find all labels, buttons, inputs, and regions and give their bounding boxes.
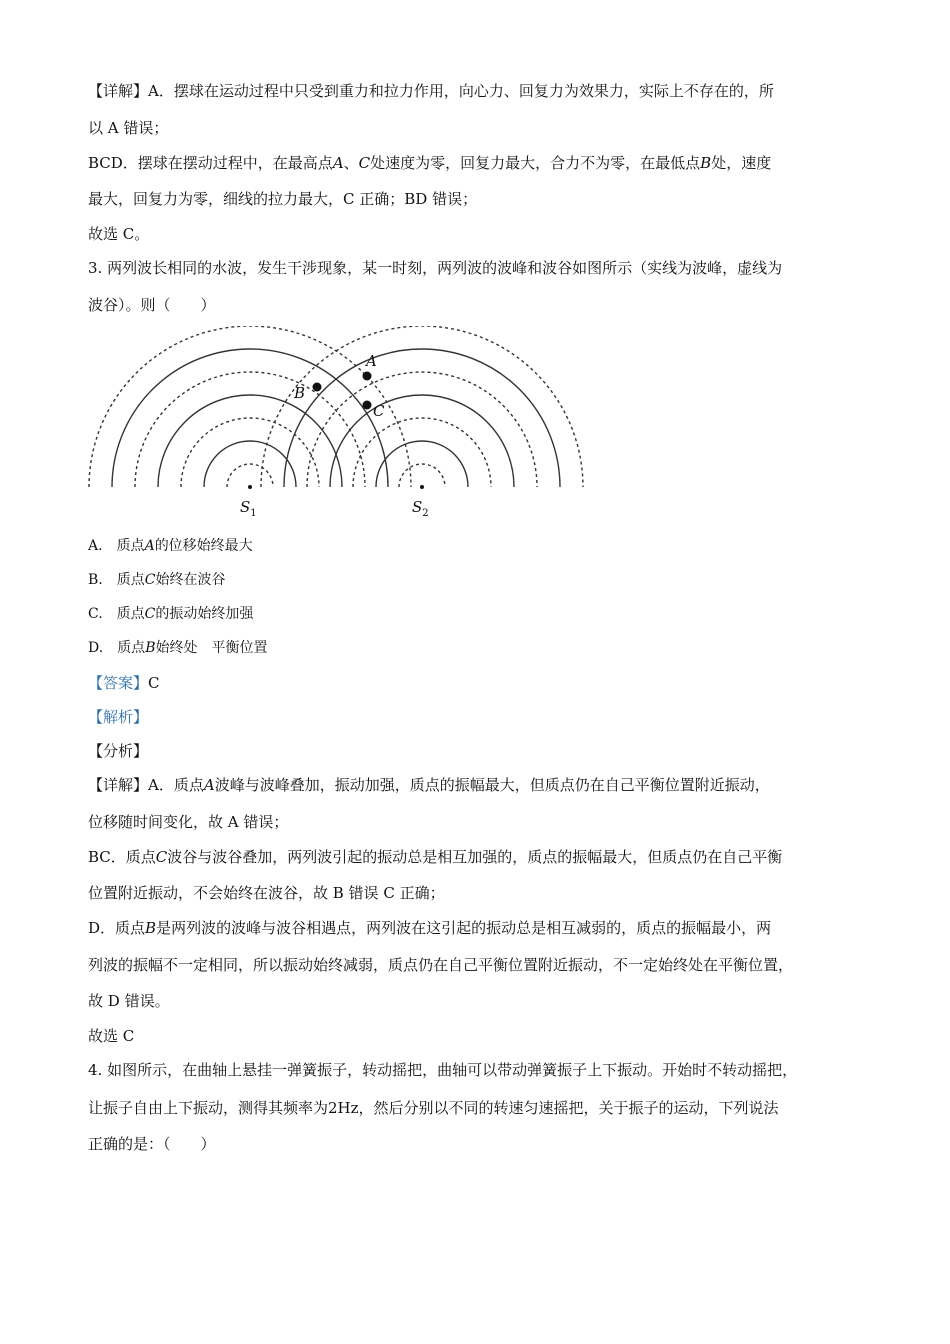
svg-text:S1: $S_1$ [240,498,257,519]
source-s1 [240,485,257,519]
s1-trough-arc [227,464,273,487]
s2-trough-arc [399,464,445,487]
label-b: B [294,384,306,402]
q3-detail-line-2: 位移随时间变化，故 A 错误； [88,813,289,831]
q3-detail-line-4: 位置附近振动，不会始终在波谷，故 B 错误 C 正确； [88,884,445,902]
q3-detail-line-1: 【详解】A．质点A波峰与波峰叠加，振动加强，质点的振幅最大，但质点仍在自己平衡位置附近振动， [88,776,770,794]
s2-trough-arc [307,372,537,487]
source-s2 [412,485,429,519]
q4-stem-line-3: 正确的是：（ ） [88,1135,216,1153]
s2-trough-arc [353,418,491,487]
option-a[interactable]: A. 质点A的位移始终最大 [88,538,253,554]
s2-crest-arc [376,441,468,487]
prev-detail-line-4: 最大，回复力为零，细线的拉力最大，C 正确；BD 错误； [88,190,478,208]
prev-detail-line-1: 【详解】A．摆球在运动过程中只受到重力和拉力作用，向心力、回复力为效果力，实际上不存在的，所 [88,82,774,100]
label-c: C [373,402,385,420]
analysis-tag: 【解析】 [88,708,149,726]
point-b-marker [293,383,322,403]
q3-detail-line-5: D．质点B是两列波的波峰与波谷相遇点，两列波在这引起的振动总是相互减弱的，质点的振幅最小，两 [88,919,772,937]
q3-detail-line-7: 故 D 错误。 [88,992,170,1010]
q3-detail-line-3: BC．质点C波谷与波谷叠加，两列波引起的振动总是相互加强的，质点的振幅最大，但质点仍在自己平衡 [88,848,783,866]
point-a-marker [363,352,378,381]
s1-trough-arc [135,372,365,487]
q3-stem-line-2: 波谷）。则（ ） [88,296,216,314]
s1-crest-arc [204,441,296,487]
q3-conclusion: 故选 C [88,1027,135,1045]
answer-line [88,673,160,693]
prev-detail-line-2: 以 A 错误； [88,119,169,137]
q3-stem-line-1: 3. 两列波长相同的水波，发生干涉现象，某一时刻，两列波的波峰和波谷如图所示（实线为波峰，虚线为 [88,259,783,277]
q3-detail-line-6: 列波的振幅不一定相同，所以振动始终减弱，质点仍在自己平衡位置附近振动，不一定始终处在平衡位置， [88,956,794,974]
answer-tag: 【答案】 [88,674,149,692]
prev-detail-line-3: BCD．摆球在摆动过程中，在最高点A、C处速度为零，回复力最大，合力不为零，在最低点B处，速度 [88,154,772,172]
point-c-marker [363,401,386,421]
option-c[interactable]: C. 质点C的振动始终加强 [88,606,254,622]
q4-stem-line-1: 4. 如图所示，在曲轴上悬挂一弹簧振子，转动摇把，曲轴可以带动弹簧振子上下振动。开始时不转动摇把， [88,1061,798,1079]
wave-interference-figure [86,326,588,522]
prev-conclusion: 故选 C。 [88,225,150,243]
svg-text:S2: $S_2$ [412,498,429,519]
answer-value: C [148,674,160,692]
option-d[interactable]: D. 质点B始终处 平衡位置 [88,640,268,656]
q4-stem-line-2: 让振子自由上下振动，测得其频率为2Hz，然后分别以不同的转速匀速摇把，关于振子的运动，下列说法 [88,1099,779,1117]
option-b[interactable]: B. 质点C始终在波谷 [88,572,226,588]
s1-trough-arc [181,418,319,487]
label-a: A [366,352,377,370]
fenxi-tag: 【分析】 [88,742,149,760]
